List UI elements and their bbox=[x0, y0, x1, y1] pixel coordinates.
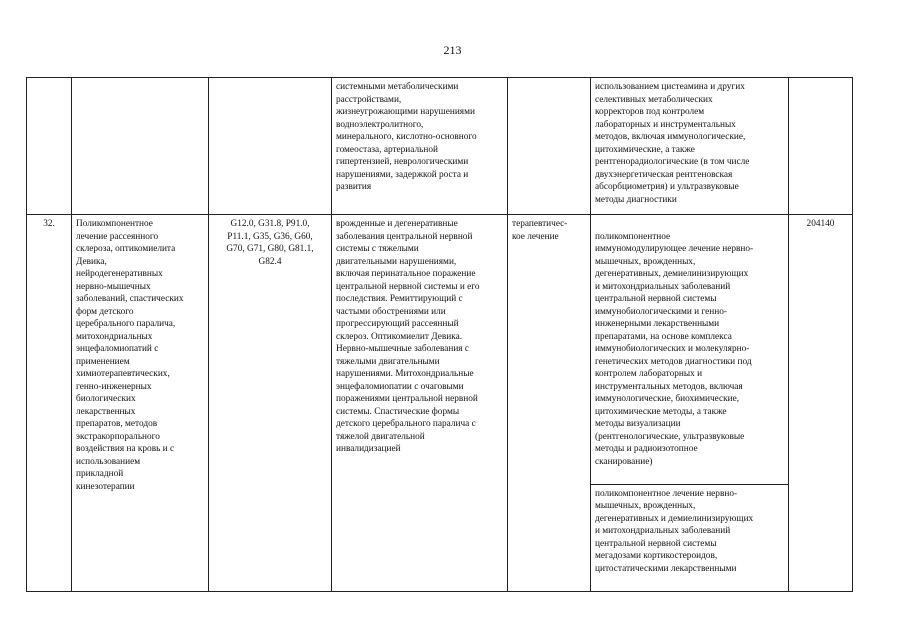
cell-treatment-type bbox=[508, 78, 591, 215]
cell-patient-model: врожденные и дегенеративные заболевания центральной нервной системы с тяжелыми двигательными нарушениями, включая перинатальное поражение центральной нервной системы и его последствия. Ремиттирующий с частыми обострениями или прогрессирующий рассеянный склероз. Оптикомиелит Девика. Нервно-мышечные заболевания с тяжелыми двигательными нарушениями. Митохондриальные энцефаломиопатии с очаговыми поражениями центральной нервной системы. Спастические формы детского церебрального паралича с тяжелой двигательной инвалидизацией bbox=[332, 215, 508, 592]
medical-care-table bbox=[26, 77, 853, 592]
cell-care-name bbox=[72, 78, 209, 215]
cell-icd-codes: G12.0, G31.8, P91.0, P11.1, G35, G36, G60, G70, G71, G80, G81.1, G82.4 bbox=[209, 215, 332, 592]
cell-treatment-method: использованием цистеамина и других селективных метаболических корректоров под контролем лабораторных и инструментальных методов, включая иммунологические, цитохимические, а также рентгенорадиологические (в том числе двухэнергетическая рентгеновская абсорбциометрия) и ультразвуковые методы диагностики bbox=[591, 78, 789, 215]
cell-treatment-methods bbox=[591, 215, 789, 592]
cell-icd-codes bbox=[209, 78, 332, 215]
cell-number: 32. bbox=[27, 215, 72, 592]
table-row-32 bbox=[27, 215, 853, 592]
table-row-continued bbox=[27, 78, 853, 215]
cell-care-name: Поликомпонентное лечение рассеянного склероза, оптикомиелита Девика, нейродегенеративных нервно-мышечных заболеваний, спастических форм детского церебрального паралича, митохондриальных энцефаломиопатий с применением химиотерапевтических, генно-инженерных биологических лекарственных препаратов, методов экстракорпорального воздействия на кровь и с использованием прикладной кинезотерапии bbox=[72, 215, 209, 592]
cell-tariff: 204140 bbox=[789, 215, 853, 592]
treatment-method-1: поликомпонентное иммуномодулирующее лечение нервно- мышечных, врожденных, дегенеративных, демиелинизирующих и митохондриальных заболеваний центральной нервной системы иммунобиологическими и генно- инженерными лекарственными препаратами, на основе комплекса иммунобиологических и молекулярно- генетических методов диагностики под контролем лабораторных и инструментальных методов, включая иммунологические, биохимические, цитохимические методы, а также методы визуализации (рентгенологические, ультразвуковые методы и радиоизотопное сканирование) bbox=[595, 231, 754, 467]
treatment-method-2: поликомпонентное лечение нервно- мышечных, врожденных, дегенеративных и демиелинизирующих и митохондриальных заболеваний центральной нервной системы мегадозами кортикостероидов, цитостатическими лекарственными bbox=[591, 484, 788, 579]
page-number: 213 bbox=[443, 43, 462, 57]
cell-tariff bbox=[789, 78, 853, 215]
cell-treatment-type: терапевтичес- кое лечение bbox=[508, 215, 591, 592]
cell-patient-model: системными метаболическими расстройствами, жизнеугрожающими нарушениями водноэлектролитного, минерального, кислотно-основного гомеостаза, артериальной гипертензией, неврологическими нарушениями, задержкой роста и развития bbox=[332, 78, 508, 215]
cell-number bbox=[27, 78, 72, 215]
